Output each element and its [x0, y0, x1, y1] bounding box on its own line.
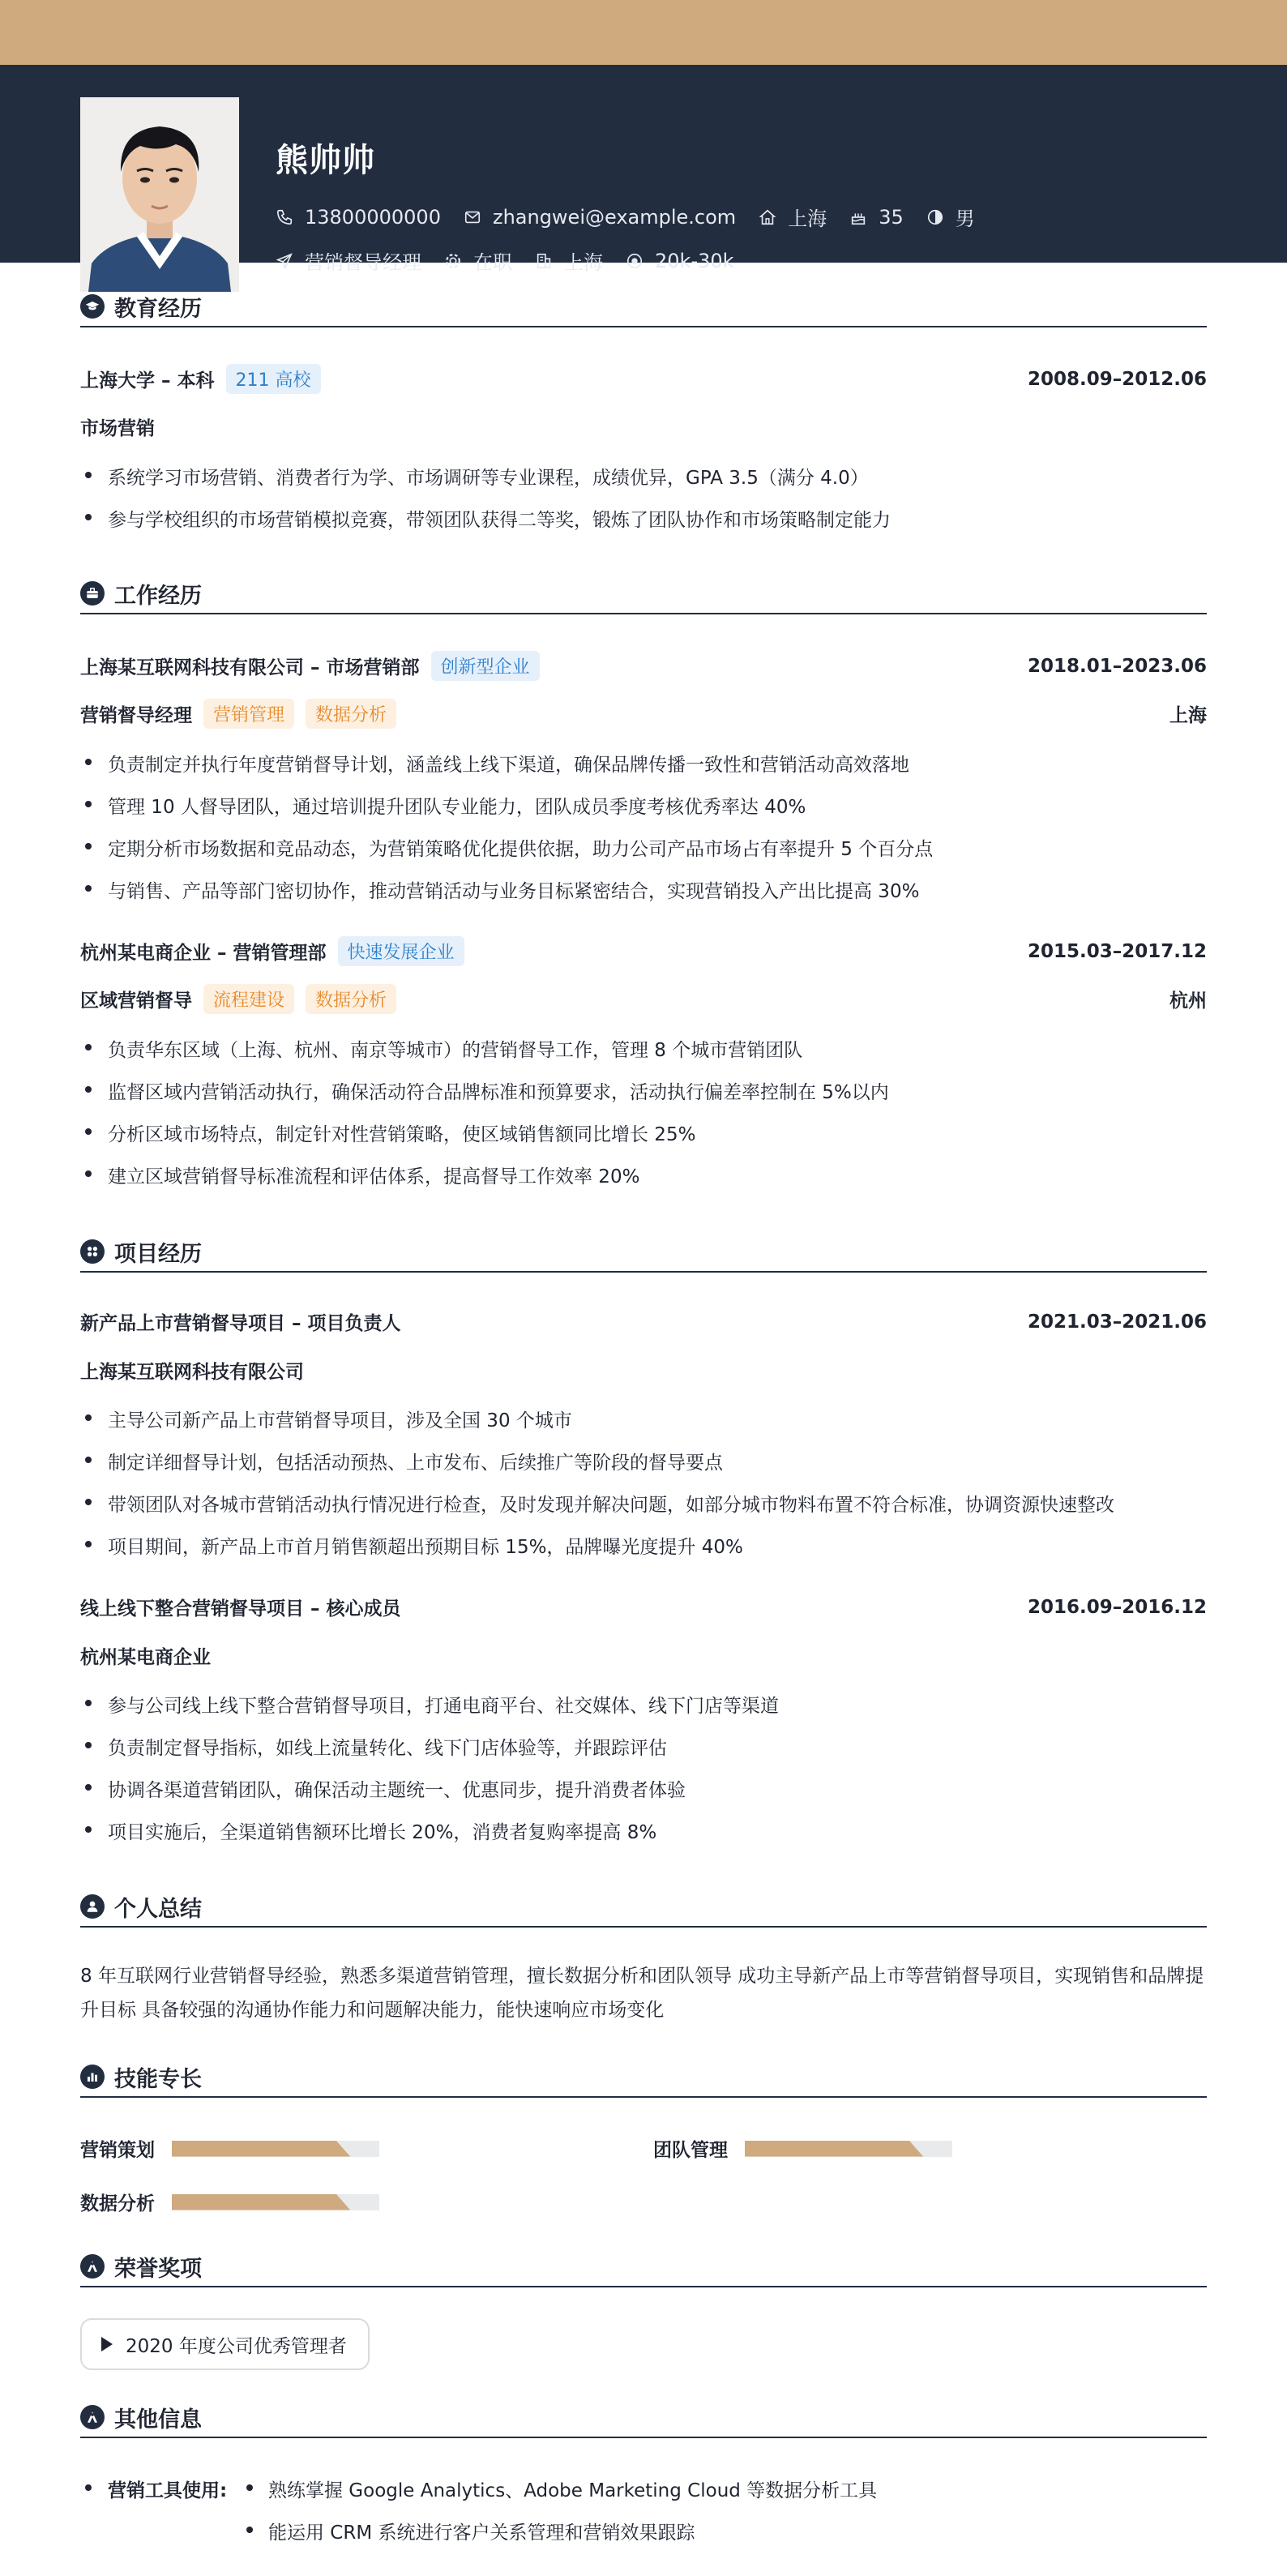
- gender-icon: [926, 208, 944, 226]
- major: 市场营销: [80, 418, 155, 439]
- graduation-cap-icon: [80, 294, 105, 319]
- cake-icon: [849, 208, 867, 226]
- summary-text: 8 年互联网行业营销督导经验，熟悉多渠道营销管理，擅长数据分析和团队领导 成功主导新产品上市等营销督导项目，实现销售和品牌提升目标 具备较强的沟通协作能力和问题解决能力，能快速响应市场变化: [80, 1966, 1204, 2021]
- header-accent-band: [0, 0, 1287, 65]
- list-item: 项目期间，新产品上市首月销售额超出预期目标 15%，品牌曝光度提升 40%: [80, 1532, 1207, 1559]
- gender-text: 男: [955, 208, 975, 230]
- send-icon: [276, 252, 293, 270]
- grid-icon: [80, 1239, 105, 1264]
- section-work: [80, 574, 1207, 614]
- coin-icon: [626, 252, 644, 270]
- bullet-dot: [85, 2484, 92, 2491]
- skill-tag: 数据分析: [306, 699, 396, 729]
- list-item: 能运用 CRM 系统进行客户关系管理和营销效果跟踪: [268, 2523, 695, 2544]
- work-city: 上海: [1169, 705, 1207, 726]
- home-icon: [759, 208, 776, 226]
- work-period: 2018.01–2023.06: [1027, 655, 1207, 677]
- work-period: 2015.03–2017.12: [1027, 940, 1207, 962]
- company-tag: 快速发展企业: [338, 936, 464, 966]
- list-item: 负责制定督导指标，如线上流量转化、线下门店体验等，并跟踪评估: [80, 1733, 1207, 1760]
- home-city-item: [759, 203, 827, 231]
- phone-text: 13800000000: [305, 205, 441, 229]
- skill-bar-fill: [745, 2141, 923, 2157]
- project-company-line: [80, 1642, 1207, 1669]
- skill-name: 营销策划: [80, 2140, 155, 2161]
- skill-bar: [745, 2141, 952, 2157]
- project-company: 杭州某电商企业: [80, 1647, 211, 1668]
- section-title: 技能专长: [114, 2066, 202, 2092]
- list-item: 定期分析市场数据和竞品动态，为营销策略优化提供依据，助力公司产品市场占有率提升 5 个百分点: [80, 834, 1207, 861]
- list-item: 系统学习市场营销、消费者行为学、市场调研等专业课程，成绩优异，GPA 3.5（满分 4.0）: [80, 463, 1207, 490]
- list-item: 负责华东区域（上海、杭州、南京等城市）的营销督导工作，管理 8 个城市营销团队: [80, 1035, 1207, 1062]
- role: 区域营销督导: [80, 991, 192, 1012]
- school-name: 上海大学 – 本科: [80, 370, 215, 392]
- status-gear-icon: [444, 252, 462, 270]
- skill-item: [80, 2135, 379, 2162]
- email-text: zhangwei@example.com: [492, 205, 737, 229]
- project-title: 新产品上市营销督导项目 – 项目负责人: [80, 1313, 401, 1334]
- contact-row: [276, 203, 998, 231]
- company-name: 杭州某电商企业 – 营销管理部: [80, 943, 327, 964]
- skill-name: 数据分析: [80, 2193, 155, 2214]
- building-icon: [535, 252, 553, 270]
- other-info-block: [80, 2475, 1207, 2557]
- section-title: 工作经历: [114, 583, 202, 609]
- list-item: 建立区域营销督导标准流程和评估体系，提高督导工作效率 20%: [80, 1162, 1207, 1188]
- phone-item: [276, 206, 441, 229]
- section-title: 其他信息: [114, 2407, 202, 2433]
- work-city-text: 上海: [564, 251, 603, 274]
- age-text: 35: [879, 205, 904, 229]
- mail-icon: [464, 208, 481, 226]
- skill-bar-fill: [172, 2194, 350, 2210]
- play-triangle-icon: [101, 2337, 113, 2351]
- list-item: 与销售、产品等部门密切协作，推动营销活动与业务目标紧密结合，实现营销投入产出比提高 30%: [80, 876, 1207, 903]
- avatar: [80, 97, 239, 292]
- bullet-dot: [246, 2484, 253, 2491]
- section-title: 项目经历: [114, 1241, 202, 1267]
- role: 营销督导经理: [80, 705, 192, 726]
- school-tag: 211 高校: [226, 364, 321, 394]
- education-school-line: [80, 364, 1207, 394]
- work-city-item: [535, 246, 603, 275]
- company-tag: 创新型企业: [431, 651, 540, 681]
- skill-name: 团队管理: [653, 2140, 728, 2161]
- list-item: 制定详细督导计划，包括活动预热、上市发布、后续推广等阶段的督导要点: [80, 1448, 1207, 1474]
- company-name: 上海某互联网科技有限公司 – 市场营销部: [80, 657, 420, 678]
- project-company: 上海某互联网科技有限公司: [80, 1362, 304, 1383]
- position-text: 营销督导经理: [305, 251, 421, 274]
- list-item: 参与公司线上线下整合营销督导项目，打通电商平台、社交媒体、线下门店等渠道: [80, 1691, 1207, 1718]
- status-text: 在职: [473, 251, 512, 274]
- list-item: 负责制定并执行年度营销督导计划，涵盖线上线下渠道，确保品牌传播一致性和营销活动高效落地: [80, 750, 1207, 777]
- profile-header: [0, 65, 1287, 274]
- bullet-dot: [246, 2527, 253, 2533]
- list-item: 项目实施后，全渠道销售额环比增长 20%，消费者复购率提高 8%: [80, 1817, 1207, 1844]
- education-major-line: [80, 413, 1207, 440]
- section-title: 荣誉奖项: [114, 2256, 202, 2282]
- star-icon: [80, 2405, 105, 2429]
- award-item: [80, 2318, 370, 2370]
- section-skills: [80, 2057, 1207, 2098]
- position-item: [276, 246, 421, 275]
- candidate-name: 熊帅帅: [276, 142, 375, 179]
- project-period: 2016.09–2016.12: [1027, 1596, 1207, 1618]
- award-icon: [80, 2254, 105, 2279]
- project-title-line: [80, 1594, 1207, 1620]
- section-education: [80, 287, 1207, 327]
- list-item: 带领团队对各城市营销活动执行情况进行检查，及时发现并解决问题，如部分城市物料布置不符合标准，协调资源快速整改: [80, 1490, 1207, 1517]
- job-intent-row: [276, 246, 757, 275]
- work-company-line: [80, 651, 1207, 681]
- other-label: 营销工具使用:: [108, 2480, 228, 2501]
- project-period: 2021.03–2021.06: [1027, 1311, 1207, 1333]
- skill-tag: 流程建设: [203, 984, 294, 1014]
- list-item: 分析区域市场特点，制定针对性营销策略，使区域销售额同比增长 25%: [80, 1119, 1207, 1146]
- skill-tag: 数据分析: [306, 984, 396, 1014]
- skill-item: [653, 2135, 952, 2162]
- award-text: 2020 年度公司优秀管理者: [126, 2335, 347, 2357]
- email-item: [464, 206, 736, 229]
- age-item: [849, 206, 904, 229]
- list-item: 主导公司新产品上市营销督导项目，涉及全国 30 个城市: [80, 1406, 1207, 1432]
- section-summary: [80, 1887, 1207, 1928]
- list-item: 协调各渠道营销团队，确保活动主题统一、优惠同步，提升消费者体验: [80, 1775, 1207, 1802]
- section-title: 个人总结: [114, 1896, 202, 1922]
- list-item: 监督区域内营销活动执行，确保活动符合品牌标准和预算要求，活动执行偏差率控制在 5%以内: [80, 1077, 1207, 1104]
- section-awards: [80, 2247, 1207, 2287]
- work-company-line: [80, 936, 1207, 966]
- status-item: [444, 246, 512, 275]
- work-city: 杭州: [1169, 991, 1207, 1012]
- skill-item: [80, 2189, 379, 2215]
- project-company-line: [80, 1357, 1207, 1384]
- skill-tag: 营销管理: [203, 699, 294, 729]
- education-period: 2008.09–2012.06: [1027, 368, 1207, 390]
- project-title: 线上线下整合营销督导项目 – 核心成员: [80, 1598, 401, 1620]
- skill-bar-fill: [172, 2141, 350, 2157]
- section-projects: [80, 1232, 1207, 1273]
- project-title-line: [80, 1308, 1207, 1335]
- home-city-text: 上海: [788, 208, 827, 230]
- skill-bar: [172, 2194, 379, 2210]
- briefcase-icon: [80, 581, 105, 605]
- section-other: [80, 2398, 1207, 2438]
- gender-item: [926, 203, 975, 231]
- list-item: 参与学校组织的市场营销模拟竞赛，带领团队获得二等奖，锻炼了团队协作和市场策略制定能力: [80, 505, 1207, 532]
- skill-bar: [172, 2141, 379, 2157]
- user-icon: [80, 1894, 105, 1919]
- phone-icon: [276, 208, 293, 226]
- salary-text: 20k-30k: [655, 249, 734, 272]
- work-role-line: [80, 984, 1207, 1014]
- bar-chart-icon: [80, 2065, 105, 2089]
- list-item: 管理 10 人督导团队，通过培训提升团队专业能力，团队成员季度考核优秀率达 40%: [80, 792, 1207, 819]
- list-item: 熟练掌握 Google Analytics、Adobe Marketing Cloud 等数据分析工具: [268, 2480, 878, 2501]
- section-title: 教育经历: [114, 296, 202, 322]
- work-role-line: [80, 699, 1207, 729]
- salary-item: [626, 250, 734, 272]
